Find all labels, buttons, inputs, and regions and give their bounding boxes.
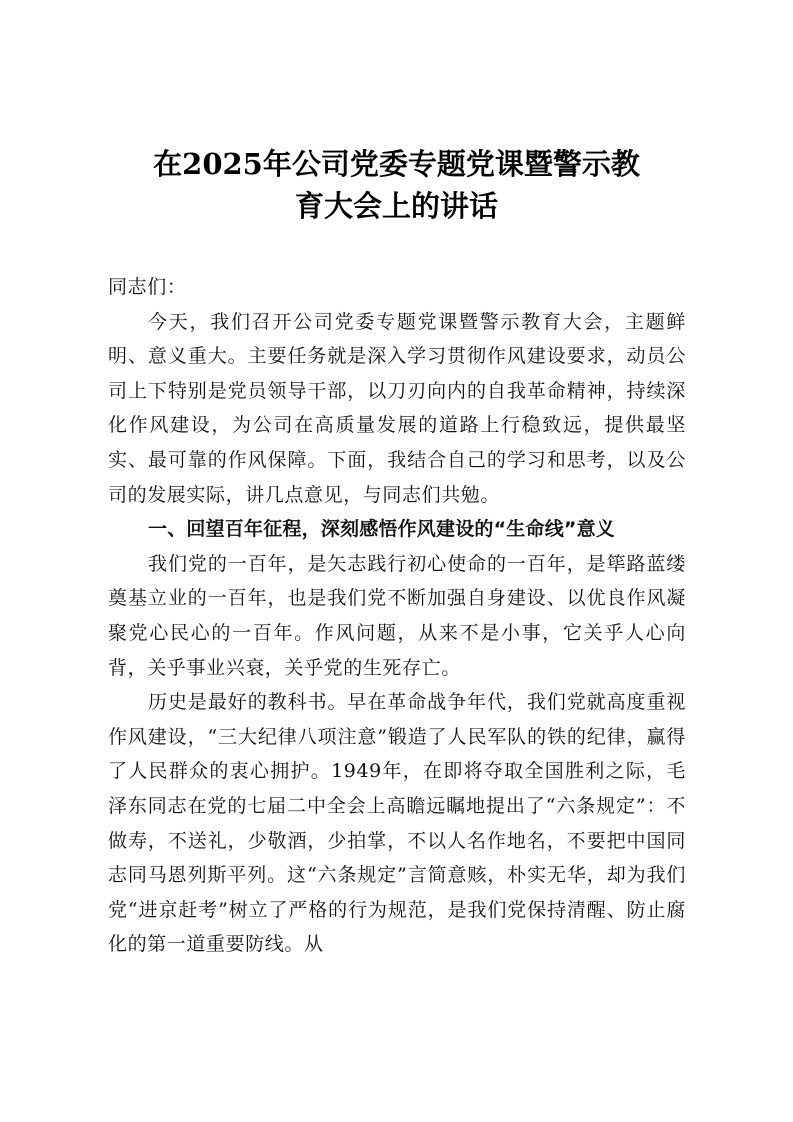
title-line-2: 育大会上的讲话 xyxy=(294,189,498,223)
salutation: 同志们： xyxy=(108,276,187,298)
document-body xyxy=(108,270,686,962)
paragraph-history-lesson: 历史是最好的教科书。早在革命战争年代，我们党就高度重视作风建设，“三大纪律八项注意”锻造了人民军队的铁的纪律，赢得了人民群众的衷心拥护。1949年，在即将夺取全国胜利之际，毛泽东同志在党的七届二中全会上高瞻远瞩地提出了“六条规定”：不做寿，不送礼，少敬酒，少拍掌，不以人名作地名，不要把中国同志同马恩列斯平列。这“六条规定”言简意赅，朴实无华，却为我们党“进京赶考”树立了严格的行为规范，是我们党保持清醒、防止腐化的第一道重要防线。从 xyxy=(108,691,686,956)
document-title xyxy=(100,143,693,227)
paragraph-party-history: 我们党的一百年，是矢志践行初心使命的一百年，是筚路蓝缕奠基立业的一百年，也是我们党不断加强自身建设、以优良作风凝聚党心民心的一百年。作风问题，从来不是小事，它关乎人心向背，关乎事业兴衰，关乎党的生死存亡。 xyxy=(108,552,686,679)
paragraph-opening: 今天，我们召开公司党委专题党课暨警示教育大会，主题鲜明、意义重大。主要任务就是深入学习贯彻作风建设要求，动员公司上下特别是党员领导干部，以刀刃向内的自我革命精神，持续深化作风建设，为公司在高质量发展的道路上行稳致远，提供最坚实、最可靠的作风保障。下面，我结合自己的学习和思考，以及公司的发展实际，讲几点意见，与同志们共勉。 xyxy=(108,310,686,506)
section-heading-1: 一、回望百年征程，深刻感悟作风建设的“生命线”意义 xyxy=(148,518,615,541)
title-line-1: 在2025年公司党委专题党课暨警示教 xyxy=(153,147,640,181)
